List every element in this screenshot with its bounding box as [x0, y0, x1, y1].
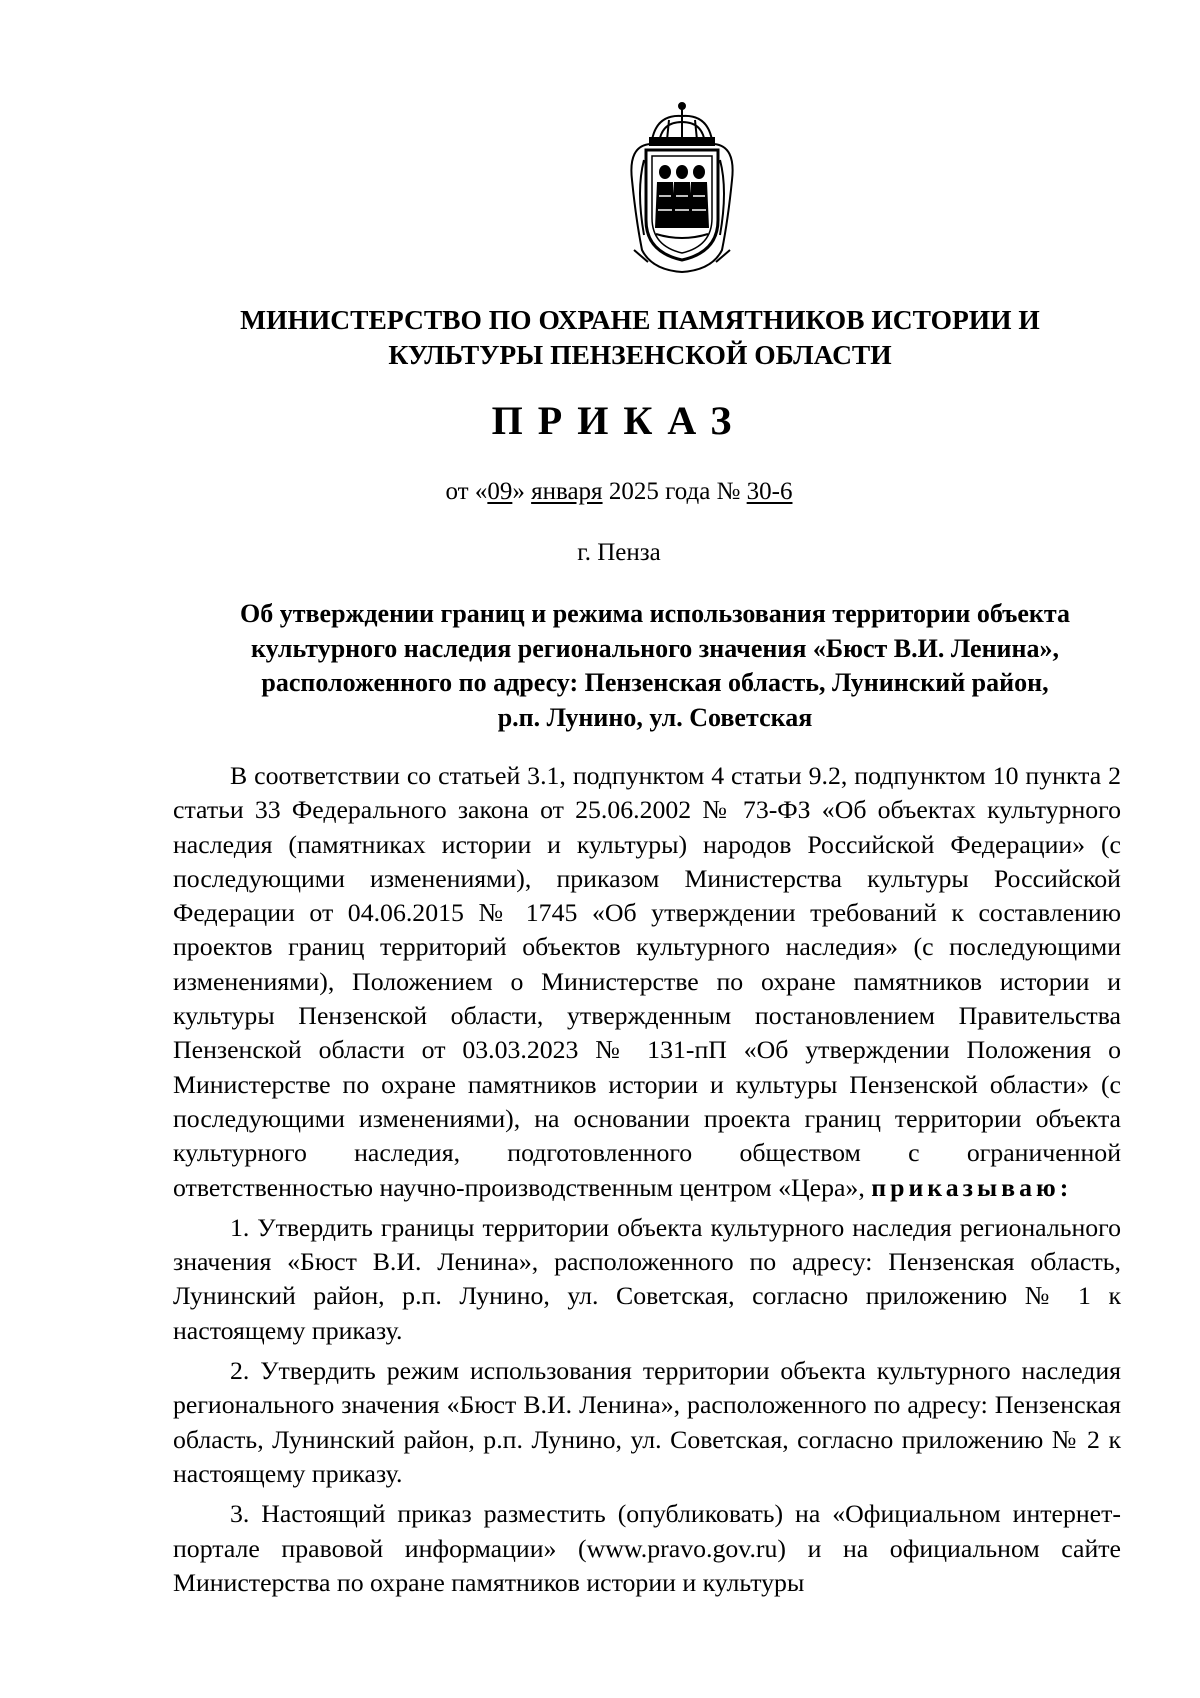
ministry-name [170, 302, 1110, 372]
document-title [190, 597, 1120, 735]
ministry-name-line2: КУЛЬТУРЫ ПЕНЗЕНСКОЙ ОБЛАСТИ [388, 339, 892, 370]
title-line4: р.п. Лунино, ул. Советская [497, 702, 813, 732]
date-month: января [531, 478, 603, 505]
preamble-text: В соответствии со статьей 3.1, подпунктом 4 статьи 9.2, подпунктом 10 пункта 2 статьи 33 Федерального закона от 25.06.2002 № 73-ФЗ «Об объектах культурного наследия (памятниках истории и культуры) народов Российской Федерации» (с последующими изменениями), приказом Министерства культуры Российской Федерации от 04.06.2015 № 1745 «Об утверждении требований к составлению проектов границ территорий объектов культурного наследия» (с последующими изменениями), Положением о Министерстве по охране памятников истории и культуры Пензенской области, утвержденным постановлением Правительства Пензенской области от 03.03.2023 № 131-пП «Об утверждении Положения о Министерстве по охране памятников истории и культуры Пензенской области» (с последующими изменениями), на основании проекта границ территории объекта культурного наследия, подготовленного обществом с ограниченной ответственностью научно-производственным центром «Цера», [173, 761, 1121, 1202]
date-day: 09 [487, 478, 513, 505]
date-and-number [0, 476, 1200, 508]
date-mid: » [512, 478, 532, 505]
command-word: приказываю: [871, 1172, 1073, 1202]
title-line3: расположенного по адресу: Пензенская область, Лунинский район, [261, 668, 1049, 697]
title-line2: культурного наследия регионального значения «Бюст В.И. Ленина», [250, 633, 1060, 663]
title-line1: Об утверждении границ и режима использования территории объекта [240, 599, 1070, 628]
date-year: 2025 года № [602, 478, 747, 505]
document-body [173, 759, 1121, 1600]
date-prefix: от « [445, 478, 488, 505]
ministry-name-line1: МИНИСТЕРСТВО ПО ОХРАНЕ ПАМЯТНИКОВ ИСТОРИИ И [240, 304, 1040, 335]
item-2: 2. Утвердить режим использования территории объекта культурного наследия регионального значения «Бюст В.И. Ленина», расположенного по адресу: Пензенская область, Лунинский район, р.п. Лунино, ул. Советская, согласно приложению № 2 к настоящему приказу. [173, 1356, 1121, 1488]
coat-of-arms-icon [622, 100, 742, 275]
item-1: 1. Утвердить границы территории объекта культурного наследия регионального значения «Бюст В.И. Ленина», расположенного по адресу: Пензенская область, Лунинский район, р.п. Лунино, ул. Советская, согласно приложению № 1 к настоящему приказу. [173, 1212, 1121, 1345]
document-number: 30-6 [746, 478, 793, 505]
item-3: 3. Настоящий приказ разместить (опубликовать) на «Официальном интернет-портале правовой информации» (www.pravo.gov.ru) и на официальном сайте Министерства по охране памятников истории и культуры [173, 1499, 1121, 1597]
city: г. Пенза [577, 539, 661, 566]
preamble-paragraph [173, 759, 1121, 1205]
document-type: ПРИКАЗ [491, 398, 747, 443]
